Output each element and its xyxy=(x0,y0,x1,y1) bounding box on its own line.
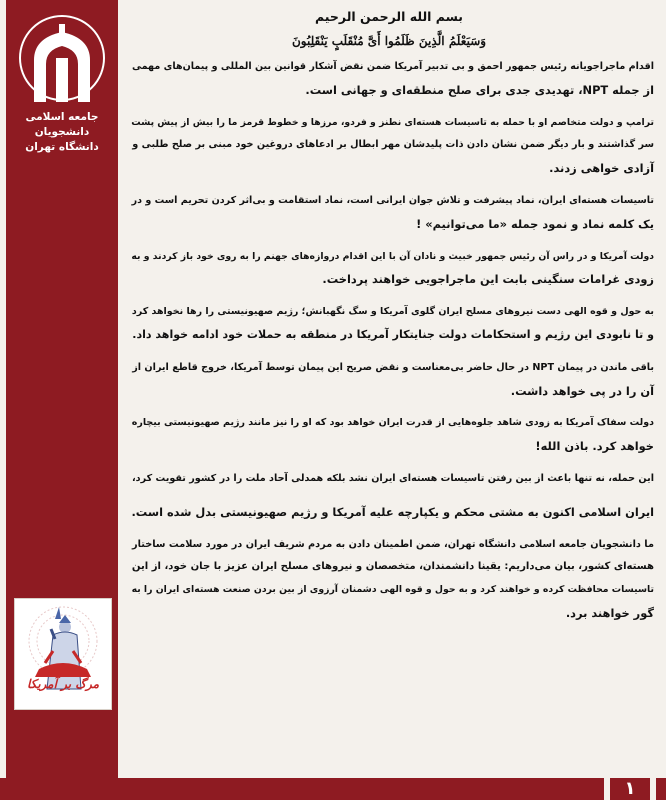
statement-line: دولت آمریکا و در راس آن رئیس جمهور خبیث و نادان آن با این اقدام دروازه‌های جهنم را به روی خود باز کردند و به xyxy=(131,250,654,262)
protest-poster xyxy=(14,598,112,710)
statement-line: این حمله، نه تنها باعث از بین رفتن تاسیسات هسته‌ای ایران نشد بلکه همدلی آحاد ملت را در کشور تقویت کرد، xyxy=(131,472,654,484)
statement-line: خواهد کرد. باذن الله! xyxy=(535,439,654,454)
statement-line: باقی ماندن در پیمان NPT در حال حاضر بی‌معناست و نقض صریح این پیمان توسط آمریکا، خروج قاطع ایران از xyxy=(132,361,654,373)
statement-line: ترامپ و دولت متخاصم او با حمله به تاسیسات هسته‌ای نطنز و فردو، مرزها و خطوط قرمز ما را بیش از پیش پشت xyxy=(131,116,654,128)
poster-slogan: مرگ بر آمریکا xyxy=(26,677,100,691)
statement-line: گور خواهند برد. xyxy=(565,605,654,620)
statement-line: به حول و قوه الهی دست نیروهای مسلح ایران گلوی آمریکا و سگ نگهبانش؛ رژیم صهیونیستی را رها نخواهد کرد xyxy=(131,306,654,318)
statement-line: زودی غرامات سنگینی بابت این ماجراجویی خواهند پرداخت. xyxy=(322,272,654,287)
organization-name-line2: دانشگاه تهران xyxy=(25,141,99,153)
statement-line: دولت سفاک آمریکا به زودی شاهد جلوه‌هایی از قدرت ایران خواهد بود که او را نیز مانند رژیم صهیونیستی بیچاره xyxy=(131,417,654,429)
statement-line: از جمله NPT، تهدیدی جدی برای صلح منطقه‌ای و جهانی است. xyxy=(305,82,654,97)
statement-paragraphs xyxy=(124,56,654,625)
page-number: ۱ xyxy=(610,778,650,800)
university-logo-icon xyxy=(18,14,106,114)
statement-line: و تا نابودی این رژیم و استحکامات دولت جنایتکار آمریکا در منطقه به حملات خود ادامه خواهد داد. xyxy=(132,327,654,341)
organization-name xyxy=(6,110,118,155)
statement-line: یک کلمه نماد و نمود جمله «ما می‌توانیم» ! xyxy=(416,216,654,231)
statement-line: ایران اسلامی اکنون به مشتی محکم و یکپارچه علیه آمریکا و رژیم صهیونیستی بدل شده است. xyxy=(131,504,654,519)
statement-line: آزادی خواهی زدند. xyxy=(549,161,654,176)
statement-line: آن را در پی خواهد داشت. xyxy=(510,383,654,398)
statement-line: تاسیسات هسته‌ای ایران، نماد پیشرفت و تلاش جوان ایرانی است، نماد استقامت و بی‌اثر کردن تحریم است و در xyxy=(131,194,654,206)
footer-bar xyxy=(0,778,666,800)
statement-line: اقدام ماجراجویانه رئیس جمهور احمق و بی تدبیر آمریکا ضمن نقض آشکار قوانین بین المللی و پیمان‌های مهمی xyxy=(131,61,654,72)
statue-of-liberty-icon xyxy=(15,599,111,709)
statement-line: سر گذاشتند و بار دیگر ضمن نشان دادن ذات پلیدشان مهر ابطال بر ادعاهای دروغین خود مبنی بر صلح طلبی و xyxy=(132,139,654,151)
quran-verse: وَسَیَعْلَمُ الَّذِینَ ظَلَمُوا أَیَّ مُنْقَلَبٍ یَنْقَلِبُونَ xyxy=(291,34,487,48)
statement-body xyxy=(124,6,654,625)
statement-line: تاسیسات محافظت کرده و خواهند کرد و به حول و قوه الهی دشمنان آرزوی از بین بردن صنعت هسته‌ای ایران را به xyxy=(131,584,654,596)
statement-line: هسته‌ای کشور، بیان می‌داریم: یقینا دانشمندان، متخصصان و نیروهای مسلح ایران عزیز با جان خود، از این xyxy=(131,561,654,573)
statement-line: ما دانشجویان جامعه اسلامی دانشگاه تهران، ضمن اطمینان دادن به مردم شریف ایران در مورد سلامت ساختار xyxy=(132,538,654,550)
basmala-heading: بسم الله الرحمن الرحیم xyxy=(315,9,463,24)
sidebar-panel xyxy=(6,0,118,778)
organization-name-line1: جامعه اسلامی دانشجویان xyxy=(25,111,99,138)
